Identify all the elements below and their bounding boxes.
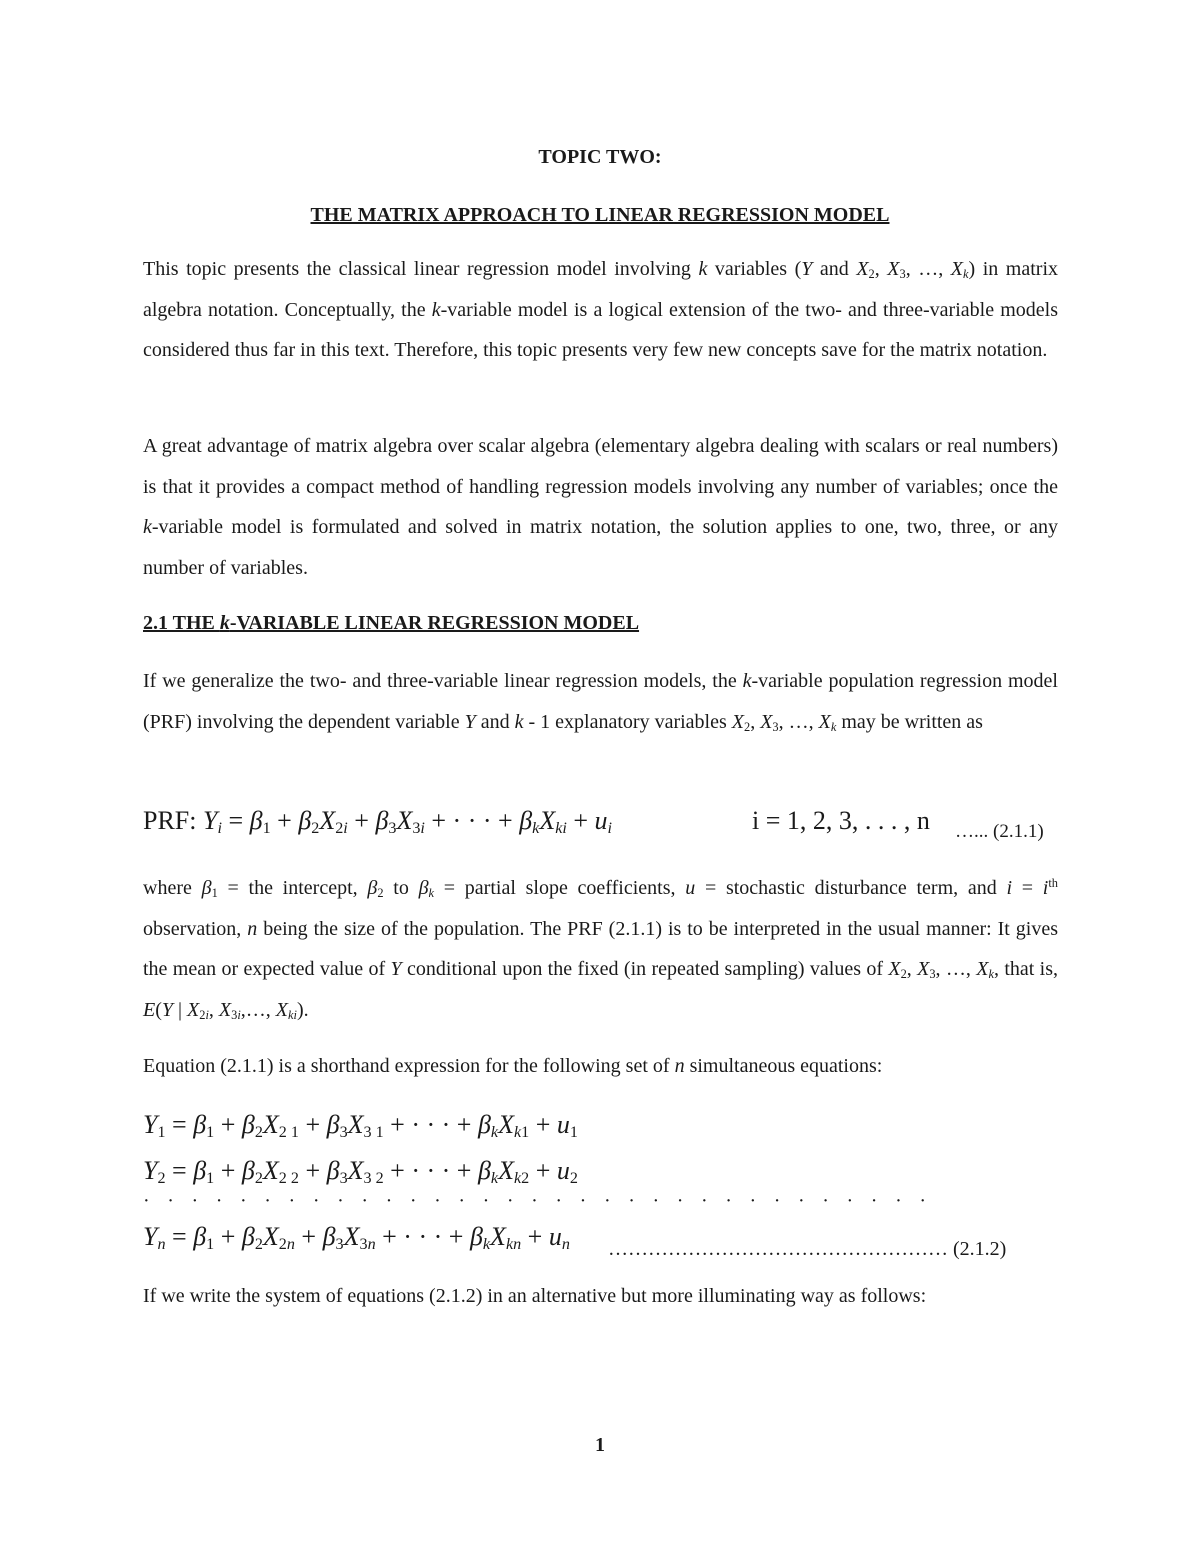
section-heading-2-1: 2.1 THE k-VARIABLE LINEAR REGRESSION MODEL [143,612,640,634]
closing-paragraph: If we write the system of equations (2.1.2) in an alternative but more illuminating way as follows: [143,1285,927,1307]
section-paragraph-1: If we generalize the two- and three-variable linear regression models, the k-variable population regression model (PRF) involving the dependent variable Y and k - 1 explanatory variables $X_2$, $X_3$, …, $X_k$ may be written as [143,670,1058,734]
intro-paragraph-2: A great advantage of matrix algebra over scalar algebra (elementary algebra dealing with scalars or real numbers) is that it provides a compact method of handling regression models involving any number of variables; once the k-variable model is formulated and solved in matrix notation, the solution applies to one, two, three, or any number of variables. [143,435,1058,579]
equation-2-1-1-indices: i = 1, 2, 3, . . . , n [752,806,930,835]
equation-row-2: $Y_2 = \beta_1 + \beta_2X_{2 2} + \beta_3X_{3 2}$ + · · · + $\beta_kX_{k2} + u_2$ [143,1156,578,1188]
equation-number-2-1-2: …………………………………………… (2.1.2) [608,1238,1007,1260]
main-title: THE MATRIX APPROACH TO LINEAR REGRESSION MODEL [310,204,890,226]
page-number: 1 [595,1434,605,1456]
topic-heading: TOPIC TWO: [538,146,662,168]
equation-ellipsis-row: · · · · · · · · · · · · · · · · · · · · · · · · · · · · · · · · · [143,1190,933,1212]
intro-paragraph-1: This topic presents the classical linear regression model involving k variables (Y and $X_2$, $X_3$, …, $X_k$) in matrix algebra notation. Conceptually, the k-variable model is a logical extension of the two- and three-variable models considered thus far in this text. Therefore, this topic presents very few new concepts save for the matrix notation. [143,258,1059,361]
shorthand-paragraph: Equation (2.1.1) is a shorthand expression for the following set of n simultaneous equations: [143,1055,883,1077]
equation-row-1: $Y_1 = \beta_1 + \beta_2X_{2 1} + \beta_3X_{3 1}$ + · · · + $\beta_kX_{k1} + u_1$ [143,1110,578,1142]
equation-row-n: $Y_n = \beta_1 + \beta_2X_{2n} + \beta_3X_{3n}$ + · · · + $\beta_kX_{kn} + u_n$ [143,1222,570,1254]
where-paragraph: where $\beta_1$ = the intercept, $\beta_2$ to $\beta_k$ = partial slope coefficients, u = stochastic disturbance term, and $i = i^{th}$ observation, n being the size of the population. The PRF (2.1.1) is to be interpreted in the usual manner: It gives the mean or expected value of Y conditional upon the fixed (in repeated sampling) values of $X_2$, $X_3$, …, $X_k$, that is, E(Y | $X_{2i}$, $X_{3i},\dots$, $X_{ki}$). [143,876,1058,1022]
equation-number-2-1-1: …... (2.1.1) [955,821,1044,842]
equation-2-1-1: PRF: $Y_i = \beta_1 + \beta_2X_{2i} + \beta_3X_{3i}$ + · · · + $\beta_kX_{ki} + u_i$ [143,806,612,838]
